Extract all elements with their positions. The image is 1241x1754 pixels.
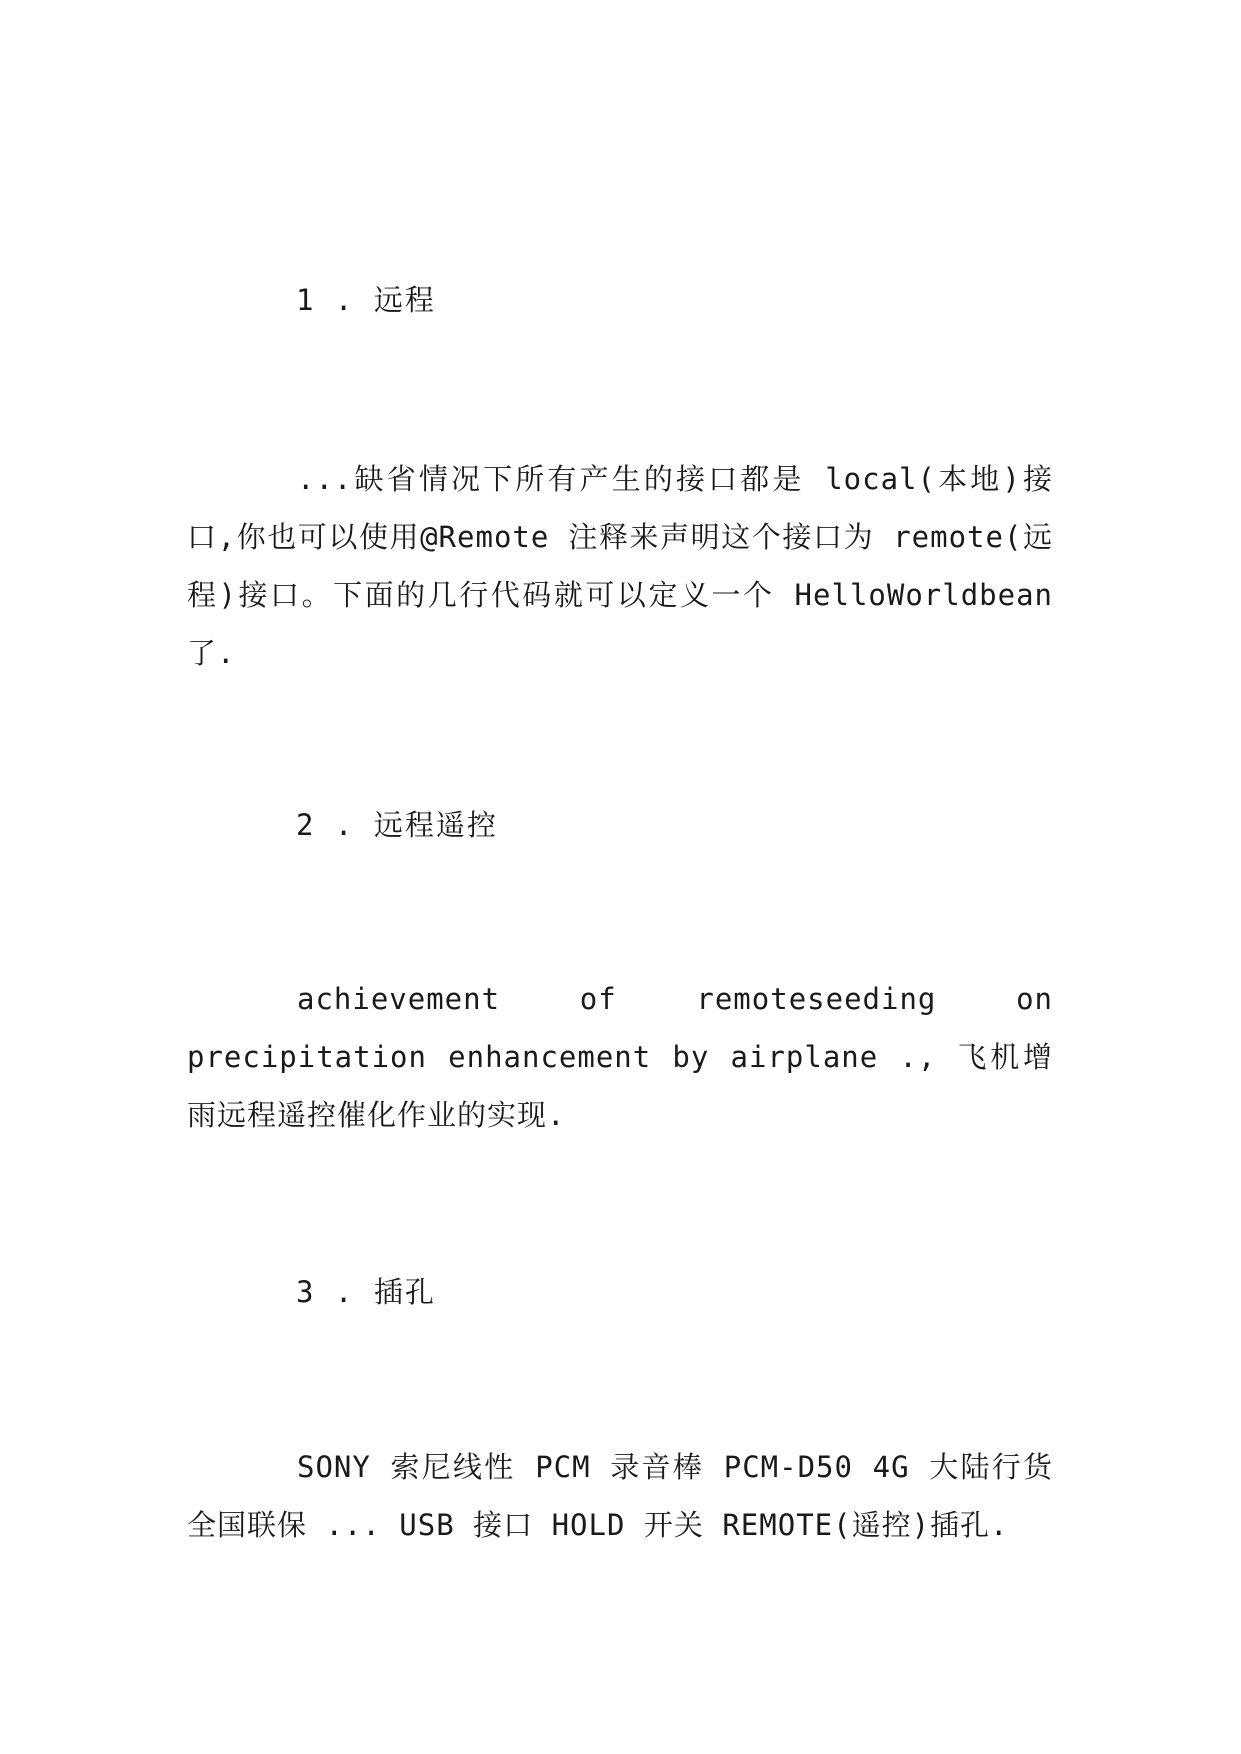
section-heading-1: 1 . 远程 bbox=[296, 283, 436, 317]
section-paragraph-3: SONY 索尼线性 PCM 录音棒 PCM-D50 4G 大陆行货全国联保 ... USB 接口 HOLD 开关 REMOTE(遥控)插孔. bbox=[187, 1450, 1053, 1542]
section-paragraph-1: ...缺省情况下所有产生的接口都是 local(本地)接口,你也可以使用@Remote 注释来声明这个接口为 remote(远程)接口。下面的几行代码就可以定义一个 HelloWorldbean 了. bbox=[187, 462, 1053, 670]
section-heading-2: 2 . 远程遥控 bbox=[296, 808, 498, 842]
section-heading-3: 3 . 插孔 bbox=[296, 1275, 436, 1309]
section-paragraph-2: achievement of remoteseeding on precipitation enhancement by airplane ., 飞机增雨远程遥控催化作业的实现. bbox=[187, 982, 1053, 1132]
